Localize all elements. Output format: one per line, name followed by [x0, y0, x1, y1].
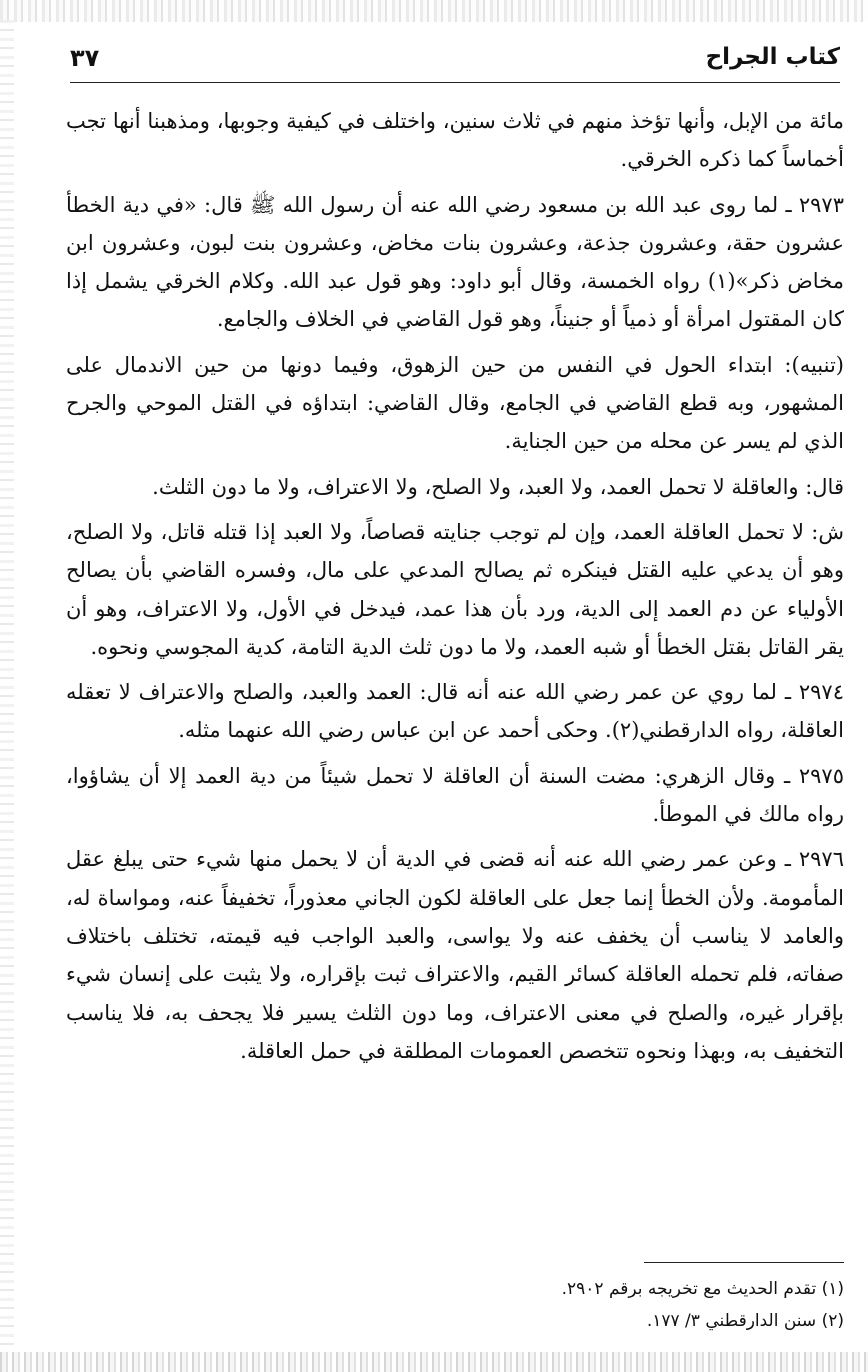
footnote-1: (١) تقدم الحديث مع تخريجه برقم ٢٩٠٢. [561, 1279, 844, 1299]
paragraph-matn: قال: والعاقلة لا تحمل العمد، ولا العبد، ولا الصلح، ولا الاعتراف، ولا ما دون الثلث. [152, 474, 844, 499]
scan-noise-bottom [0, 1352, 868, 1372]
scan-noise-left [0, 20, 14, 1350]
footnote-divider [644, 1262, 844, 1263]
footnote-2: (٢) سنن الدارقطني ٣/ ١٧٧. [646, 1311, 844, 1331]
paragraph-2973: ٢٩٧٣ ـ لما روى عبد الله بن مسعود رضي الله عنه أن رسول الله ﷺ قال: «في دية الخطأ عشرون حقة، وعشرون جذعة، وعشرون بنات مخاض، وعشرون بنت لبون، وعشرون ابن مخاض ذكر»(١) رواه الخمسة، وقال أبو داود: وهو قول عبد الله. وكلام الخرقي يشمل إذا كان المقتول امرأة أو ذمياً أو جنيناً، وهو قول القاضي في الخلاف والجامع. [66, 192, 844, 332]
paragraph-2975: ٢٩٧٥ ـ وقال الزهري: مضت السنة أن العاقلة لا تحمل شيئاً من دية العمد إلا أن يشاؤوا، رواه مالك في الموطأ. [66, 763, 844, 827]
paragraph-2974: ٢٩٧٤ ـ لما روي عن عمر رضي الله عنه أنه قال: العمد والعبد، والصلح والاعتراف لا تعقله العاقلة، رواه الدارقطني(٢). وحكى أحمد عن ابن عباس رضي الله عنهما مثله. [66, 680, 844, 743]
paragraph-intro: مائة من الإبل، وأنها تؤخذ منهم في ثلاث سنين، واختلف في كيفية وجوبها، ومذهبنا أنها تجب أخماساً كما ذكره الخرقي. [66, 109, 844, 172]
running-title: كتاب الجراح [705, 44, 840, 70]
page-body [66, 102, 844, 1070]
paragraph-sharh: ش: لا تحمل العاقلة العمد، وإن لم توجب جنايته قصاصاً، ولا العبد إذا قتله قاتل، ولا الصلح، وهو أن يدعي عليه القتل فينكره ثم يصالح المدعي على مال، وفسره القاضي بأن يصالح الأولياء عن دم العمد إلى الدية، ورد بأن هذا عمد، فيدخل في الأول، ولا الاعتراف، وهو أن يقر القاتل بقتل الخطأ أو شبه العمد، ولا ما دون ثلث الدية التامة، كدية المجوسي ونحوه. [66, 519, 844, 659]
footnotes [66, 1262, 844, 1337]
paragraph-note: (تنبيه): ابتداء الحول في النفس من حين الزهوق، وفيما دونها من حين الاندمال على المشهور، وبه قطع القاضي في الجامع، وقال القاضي: ابتداؤه في القتل الموحي والجرح الذي لم يسر عن محله من حين الجناية. [66, 352, 844, 454]
scan-noise-top [0, 0, 868, 22]
page-number: ٣٧ [70, 44, 100, 72]
page-header [70, 42, 840, 83]
paragraph-2976: ٢٩٧٦ ـ وعن عمر رضي الله عنه أنه قضى في الدية أن لا يحمل منها شيء حتى يبلغ عقل المأمومة. ولأن الخطأ إنما جعل على العاقلة لكون الجاني معذوراً، تخفيفاً عنه، ومواساة له، والعامد لا يناسب أن يخفف عنه ولا يواسى، والعبد الواجب فيه قيمته، تختلف باختلاف صفاته، فلم تحمله العاقلة كسائر القيم، والاعتراف ثبت بإقراره، ولا يثبت على إنسان شيء بإقرار غيره، والصلح في معنى الاعتراف، وما دون الثلث يسير فلا يجحف به، فلا يناسب التخفيف به، وبهذا ونحوه تتخصص العمومات المطلقة في حمل العاقلة. [66, 847, 844, 1063]
